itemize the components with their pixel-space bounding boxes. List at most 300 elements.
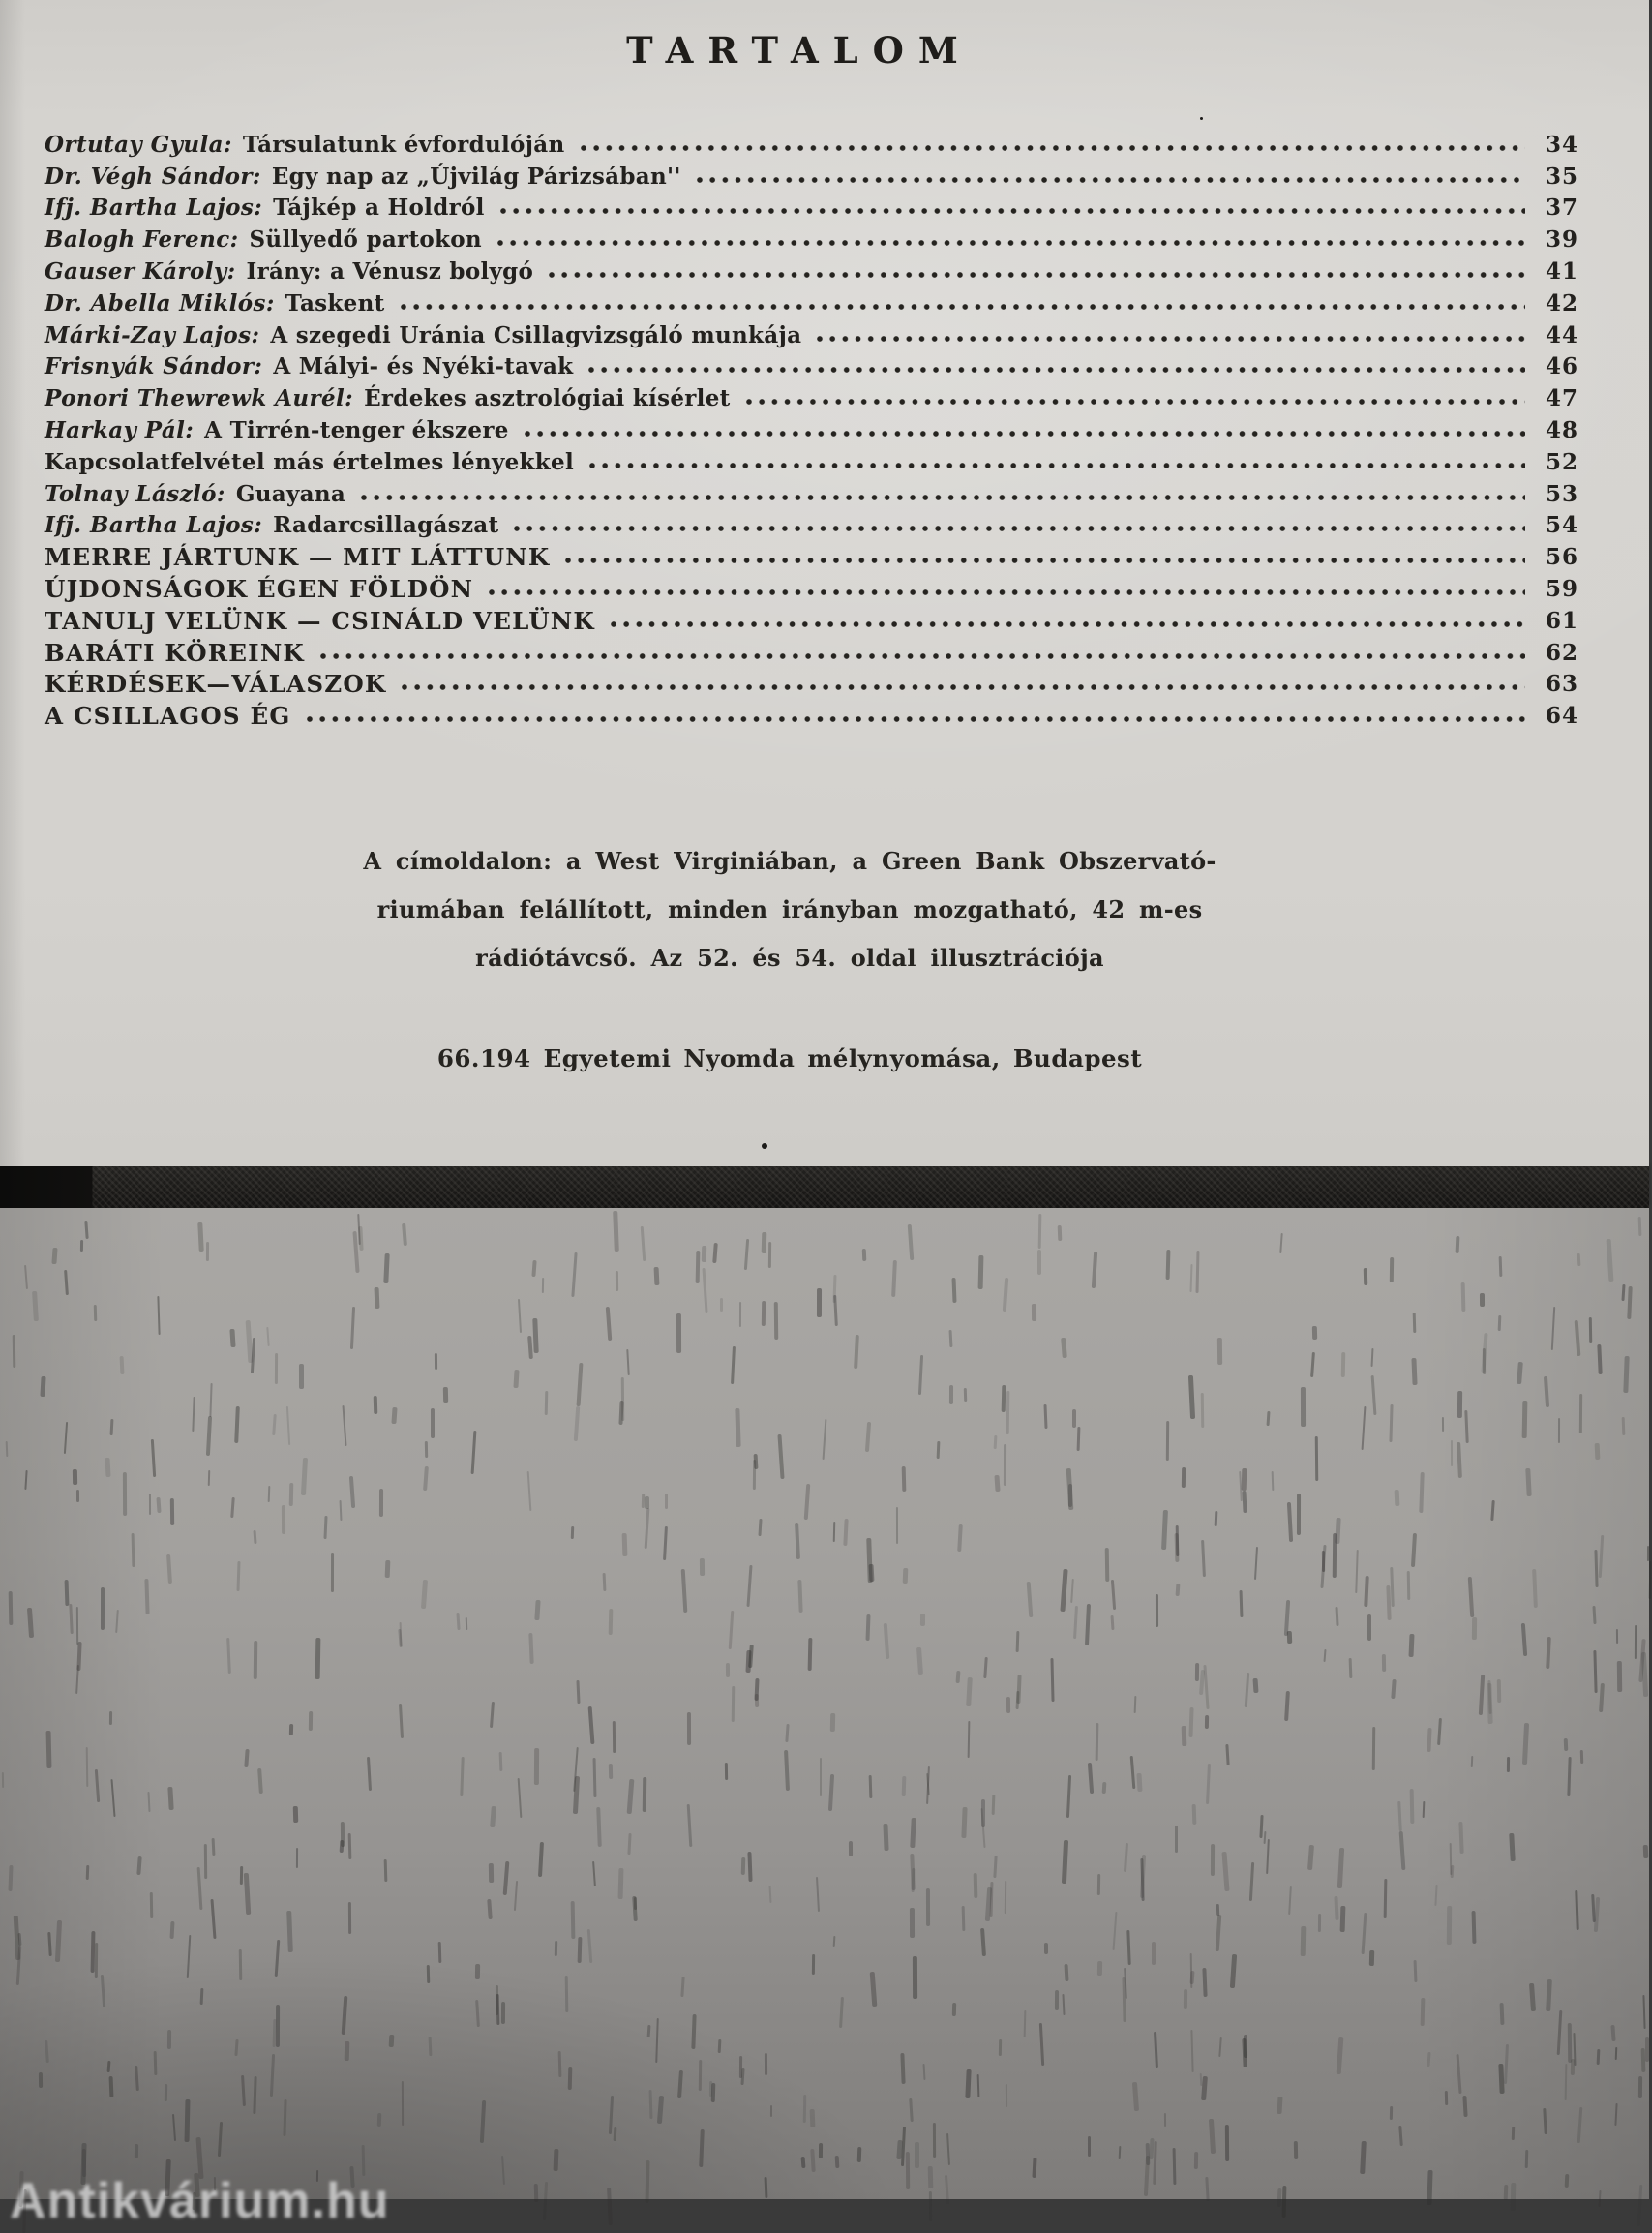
cloth-fiber-mark (437, 1942, 440, 1963)
cloth-fiber-mark (1491, 1499, 1496, 1521)
book-spine-edge (0, 1166, 1649, 1208)
toc-entry (45, 158, 1593, 190)
cloth-fiber-mark (758, 1519, 762, 1537)
cloth-fiber-mark (207, 1470, 210, 1486)
cloth-fiber-mark (1124, 1842, 1128, 1871)
cloth-fiber-mark (431, 1408, 435, 1438)
cloth-fiber-mark (1361, 1406, 1366, 1450)
cloth-fiber-mark (470, 1431, 476, 1474)
cloth-fiber-mark (1408, 1634, 1414, 1657)
cloth-fiber-mark (977, 1255, 983, 1289)
cloth-fiber-mark (732, 1686, 735, 1722)
cloth-fiber-mark (830, 1713, 835, 1732)
cloth-fiber-mark (1521, 1401, 1526, 1438)
cloth-fiber-mark (1006, 1697, 1010, 1713)
cloth-fiber-mark (1209, 2119, 1216, 2154)
cloth-fiber-mark (111, 1779, 116, 1817)
cloth-fiber-mark (945, 2175, 949, 2204)
cloth-fiber-mark (136, 1856, 141, 1876)
cloth-fiber-mark (1487, 1683, 1492, 1724)
cloth-fiber-mark (392, 1407, 398, 1424)
cloth-fiber-mark (1641, 1652, 1648, 1697)
cloth-fiber-mark (1088, 1762, 1094, 1793)
cloth-fiber-mark (531, 1260, 536, 1278)
cloth-fiber-mark (1525, 2150, 1528, 2168)
cloth-fiber-mark (1202, 1968, 1207, 1997)
page-title: TARTALOM (626, 29, 973, 72)
cloth-fiber-mark (1643, 1994, 1646, 2028)
cloth-fiber-mark (1468, 1577, 1475, 1617)
cloth-fiber-mark (349, 1476, 356, 1508)
cloth-fiber-mark (348, 1902, 351, 1934)
cloth-fiber-mark (1504, 2185, 1509, 2200)
cloth-fiber-mark (949, 1330, 953, 1348)
cloth-fiber-mark (627, 1833, 631, 1855)
cloth-fiber-mark (913, 1956, 917, 1999)
cloth-fiber-mark (607, 2188, 613, 2226)
cloth-fiber-mark (149, 1892, 153, 1918)
cloth-fiber-mark (621, 1532, 627, 1555)
cloth-fiber-mark (226, 1638, 230, 1674)
cloth-fiber-mark (1132, 2082, 1139, 2112)
cloth-fiber-mark (1310, 1352, 1315, 1377)
dotted-leader (320, 637, 1525, 666)
cloth-fiber-mark (293, 1806, 298, 1823)
cloth-fiber-mark (1614, 2103, 1617, 2126)
toc-entry (45, 697, 1593, 729)
cloth-fiber-mark (835, 2156, 839, 2168)
cloth-fiber-mark (1206, 1764, 1211, 1804)
cloth-fiber-mark (1127, 1930, 1131, 1965)
cloth-fiber-mark (1077, 1427, 1081, 1451)
cloth-fiber-mark (761, 1232, 766, 1253)
cloth-fiber-mark (167, 2029, 172, 2048)
cloth-fiber-mark (1307, 1845, 1314, 1870)
cloth-fiber-mark (966, 1676, 972, 1705)
cloth-fiber-mark (702, 1268, 707, 1313)
cloth-fiber-mark (1598, 2190, 1601, 2207)
cover-note (0, 837, 1614, 982)
cloth-fiber-mark (1215, 1511, 1217, 1526)
cloth-fiber-mark (95, 1769, 101, 1802)
cloth-fiber-mark (1360, 2141, 1366, 2174)
entry-title: A szegedi Uránia Csillagvizsgáló munkája (270, 321, 802, 348)
entry-page-number: 61 (1545, 607, 1578, 634)
cloth-fiber-mark (1165, 1249, 1170, 1279)
cloth-fiber-mark (571, 1252, 577, 1297)
toc-list (45, 126, 1593, 729)
cloth-fiber-mark (1568, 1757, 1572, 1796)
cloth-fiber-mark (501, 2002, 505, 2024)
cloth-fiber-mark (900, 2053, 905, 2084)
cloth-fiber-mark (309, 1711, 314, 1731)
cloth-fiber-mark (1195, 1251, 1199, 1293)
cloth-fiber-mark (460, 1757, 464, 1796)
cloth-fiber-mark (843, 1519, 849, 1546)
entry-title: Egy nap az „Újvilág Párizsában'' (271, 163, 681, 190)
cloth-fiber-mark (1092, 1252, 1097, 1288)
cloth-fiber-mark (1647, 1546, 1649, 1561)
cloth-fiber-mark (713, 1243, 718, 1263)
cloth-fiber-mark (379, 1489, 383, 1517)
cloth-fiber-mark (564, 1976, 568, 2012)
cloth-fiber-mark (1367, 1614, 1372, 1640)
cloth-fiber-mark (206, 1416, 212, 1456)
cloth-fiber-mark (869, 1972, 877, 2007)
cloth-fiber-mark (75, 1490, 78, 1502)
cloth-fiber-mark (1166, 1421, 1170, 1461)
entry-author: Tolnay László: (45, 480, 225, 507)
cloth-fiber-mark (1182, 1467, 1186, 1488)
cloth-fiber-mark (1032, 1304, 1036, 1321)
cloth-fiber-mark (1339, 1905, 1344, 1931)
cloth-fiber-mark (475, 2000, 480, 2027)
cloth-fiber-mark (1507, 1757, 1510, 1772)
cloth-fiber-mark (1301, 1926, 1306, 1956)
cloth-fiber-mark (1003, 1278, 1009, 1312)
cloth-fiber-mark (1057, 1225, 1062, 1241)
cloth-fiber-mark (573, 1406, 580, 1442)
cloth-fiber-mark (79, 1240, 82, 1252)
cloth-fiber-mark (373, 1396, 377, 1414)
cloth-fiber-mark (1243, 1491, 1247, 1513)
entry-title: A Mályi- és Nyéki-tavak (273, 353, 574, 380)
cloth-fiber-mark (330, 1552, 333, 1591)
cloth-fiber-mark (902, 1568, 907, 1584)
cloth-fiber-mark (1217, 1338, 1222, 1365)
cloth-fiber-mark (643, 1777, 646, 1812)
cloth-fiber-mark (1480, 1293, 1485, 1307)
cloth-fiber-mark (1183, 1989, 1186, 2009)
cloth-fiber-mark (962, 1906, 965, 1931)
cloth-fiber-mark (193, 1397, 196, 1432)
entry-title: Érdekes asztrológiai kísérlet (364, 385, 731, 412)
entry-author: Ponori Thewrewk Aurél: (45, 385, 354, 412)
entry-page-number: 59 (1545, 575, 1578, 602)
cloth-fiber-mark (234, 1406, 239, 1444)
cloth-fiber-mark (1497, 1679, 1501, 1703)
cloth-fiber-mark (1043, 1943, 1047, 1954)
cover-note-line: riumában felállított, minden irányban mozgatható, 42 m-es (376, 895, 1203, 924)
dotted-leader (581, 129, 1526, 158)
toc-entry (45, 602, 1593, 634)
cloth-fiber-mark (1062, 1840, 1068, 1884)
entry-page-number: 47 (1545, 385, 1578, 412)
cloth-fiber-mark (989, 1882, 993, 1917)
cloth-fiber-mark (977, 2074, 980, 2097)
paper-speck (1200, 117, 1203, 120)
entry-page-number: 46 (1545, 353, 1578, 380)
dotted-leader (611, 605, 1525, 634)
cloth-fiber-mark (784, 1750, 790, 1791)
cloth-fiber-mark (702, 1246, 706, 1262)
cloth-fiber-mark (1637, 2185, 1642, 2226)
cloth-fiber-mark (747, 1565, 753, 1607)
cloth-fiber-mark (1364, 1267, 1367, 1284)
cloth-fiber-mark (1287, 1631, 1292, 1644)
cloth-fiber-mark (609, 1764, 613, 1779)
cloth-fiber-mark (991, 1795, 995, 1815)
cloth-fiber-mark (64, 1270, 69, 1295)
cloth-fiber-mark (616, 1271, 618, 1291)
cloth-fiber-mark (1382, 1654, 1386, 1672)
entry-title: Kapcsolatfelvétel más értelmes lényekkel (45, 448, 574, 475)
toc-entry (45, 411, 1593, 443)
cloth-fiber-mark (576, 1680, 580, 1704)
cloth-fiber-mark (1043, 1404, 1047, 1429)
cloth-fiber-mark (901, 1776, 905, 1796)
cloth-fiber-mark (1315, 1436, 1318, 1481)
entry-page-number: 34 (1545, 131, 1578, 158)
dotted-leader (500, 192, 1525, 221)
cloth-fiber-mark (1370, 1375, 1376, 1415)
cloth-fiber-mark (1085, 1603, 1091, 1645)
cloth-fiber-mark (1645, 2037, 1649, 2062)
cloth-fiber-mark (82, 2149, 86, 2177)
cloth-fiber-mark (528, 1633, 533, 1664)
cloth-fiber-mark (1145, 2142, 1150, 2164)
cloth-fiber-mark (1152, 1942, 1155, 1965)
cloth-fiber-mark (513, 1881, 517, 1911)
cloth-fiber-mark (801, 2157, 806, 2168)
cloth-fiber-mark (534, 2183, 539, 2201)
cloth-fiber-mark (527, 1470, 532, 1510)
cloth-fiber-mark (896, 1507, 898, 1544)
cloth-fiber-mark (18, 1933, 22, 1946)
cloth-fiber-mark (480, 2100, 486, 2144)
cloth-fiber-mark (1037, 1214, 1041, 1249)
toc-entry (45, 285, 1593, 317)
cloth-fiber-mark (857, 2147, 862, 2163)
cloth-fiber-mark (606, 1307, 612, 1341)
cloth-fiber-mark (1324, 1649, 1327, 1662)
cloth-fiber-mark (725, 1763, 729, 1780)
cloth-fiber-mark (496, 1994, 499, 2025)
cloth-fiber-mark (686, 1804, 692, 1847)
cloth-fiber-mark (774, 1302, 778, 1340)
cloth-fiber-mark (1174, 1533, 1179, 1562)
cloth-fiber-mark (567, 2067, 572, 2089)
cloth-fiber-mark (275, 1940, 281, 1977)
cloth-fiber-mark (1588, 1317, 1591, 1343)
cloth-fiber-mark (765, 2053, 767, 2075)
entry-author: Frisnyák Sándor: (45, 353, 263, 380)
cloth-fiber-mark (828, 1774, 834, 1811)
cloth-fiber-mark (1061, 1569, 1068, 1613)
cloth-fiber-mark (532, 1318, 538, 1353)
cloth-fiber-mark (518, 1298, 522, 1332)
cloth-fiber-mark (1039, 2023, 1044, 2066)
cloth-fiber-mark (1205, 1715, 1210, 1729)
cloth-fiber-mark (1390, 2106, 1393, 2120)
cloth-fiber-mark (627, 1349, 631, 1375)
cloth-fiber-mark (1499, 2002, 1504, 2025)
cloth-fiber-mark (1221, 1852, 1229, 1891)
cloth-fiber-mark (961, 1807, 967, 1838)
cloth-fiber-mark (785, 1724, 789, 1742)
cloth-fiber-mark (268, 1486, 271, 1502)
cloth-fiber-mark (109, 1711, 112, 1725)
cloth-fiber-mark (119, 1355, 123, 1373)
cloth-fiber-mark (617, 1868, 623, 1899)
cloth-fiber-mark (994, 1434, 998, 1448)
toc-entry (45, 126, 1593, 158)
entry-page-number: 41 (1545, 257, 1578, 285)
cloth-fiber-mark (554, 1941, 556, 1956)
toc-entry (45, 538, 1593, 570)
cloth-fiber-mark (1321, 1551, 1324, 1572)
cloth-fiber-mark (641, 1225, 646, 1260)
cloth-fiber-mark (538, 1842, 544, 1877)
cloth-fiber-mark (135, 2066, 139, 2091)
cloth-fiber-mark (699, 2060, 702, 2091)
cloth-fiber-mark (741, 1857, 746, 1875)
cloth-fiber-mark (90, 1930, 95, 1972)
cloth-fiber-mark (374, 1287, 379, 1309)
cloth-fiber-mark (348, 1833, 352, 1859)
cloth-fiber-mark (1349, 1657, 1353, 1677)
cloth-fiber-mark (1072, 1409, 1076, 1428)
cloth-fiber-mark (1446, 1906, 1451, 1945)
cloth-fiber-mark (1627, 1285, 1632, 1318)
cloth-fiber-mark (276, 2005, 280, 2047)
dotted-leader (402, 668, 1525, 697)
cloth-fiber-mark (1243, 2035, 1247, 2058)
entry-title: Süllyedő partokon (249, 226, 482, 254)
cloth-fiber-mark (1118, 2146, 1121, 2159)
cloth-fiber-mark (122, 1472, 126, 1516)
cloth-fiber-mark (1096, 1874, 1100, 1895)
toc-entry (45, 443, 1593, 475)
cloth-fiber-mark (700, 1558, 705, 1576)
dotted-leader (589, 446, 1525, 475)
cloth-fiber-mark (243, 1873, 250, 1915)
cloth-fiber-mark (230, 1329, 236, 1347)
cloth-fiber-mark (812, 1954, 815, 1975)
cloth-fiber-mark (1225, 1744, 1229, 1765)
entry-title: TANULJ VELÜNK — CSINÁLD VELÜNK (45, 606, 595, 635)
cloth-fiber-mark (84, 1221, 88, 1239)
cloth-fiber-mark (1063, 1994, 1066, 2015)
cloth-fiber-mark (1616, 1629, 1618, 1644)
cloth-fiber-mark (1088, 2135, 1091, 2156)
cloth-fiber-mark (1216, 1904, 1219, 1916)
cloth-fiber-mark (946, 2133, 950, 2165)
cloth-fiber-mark (1412, 1358, 1418, 1385)
cloth-fiber-mark (819, 2143, 823, 2158)
cloth-fiber-mark (1356, 1550, 1359, 1593)
entry-page-number: 48 (1545, 416, 1578, 443)
cloth-fiber-mark (613, 1720, 616, 1752)
cloth-fiber-mark (804, 1484, 810, 1520)
cloth-fiber-mark (1105, 1547, 1110, 1581)
cloth-fiber-mark (1003, 1444, 1006, 1486)
cloth-fiber-mark (765, 2177, 768, 2198)
cloth-fiber-mark (1016, 1631, 1020, 1652)
toc-entry (45, 475, 1593, 507)
dotted-leader (817, 319, 1525, 348)
cloth-fiber-mark (1623, 1356, 1629, 1394)
cloth-fiber-mark (1266, 1839, 1270, 1874)
cloth-fiber-mark (927, 2166, 933, 2188)
cloth-fiber-mark (1517, 1362, 1523, 1384)
cloth-fiber-mark (1594, 1897, 1600, 1932)
cloth-fiber-mark (680, 1977, 684, 1997)
cloth-fiber-mark (588, 1706, 595, 1744)
cloth-fiber-mark (983, 1657, 987, 1678)
cloth-fiber-mark (421, 1580, 428, 1609)
cloth-fiber-mark (1215, 1915, 1220, 1951)
cloth-fiber-mark (822, 1419, 826, 1460)
cloth-fiber-mark (1224, 2125, 1228, 2161)
cloth-fiber-mark (388, 2035, 393, 2047)
cloth-fiber-mark (425, 1441, 428, 1458)
entry-author: Ifj. Bartha Lajos: (45, 195, 263, 222)
cloth-fiber-mark (578, 1937, 582, 1963)
cloth-fiber-mark (145, 1578, 150, 1614)
cloth-fiber-mark (235, 2039, 239, 2056)
cloth-fiber-mark (741, 2068, 745, 2085)
cloth-fiber-mark (9, 1864, 14, 1890)
cloth-fiber-mark (76, 1607, 79, 1645)
entry-author: Balogh Ferenc: (45, 226, 239, 254)
toc-entry (45, 634, 1593, 666)
cloth-fiber-mark (1111, 1615, 1115, 1630)
cloth-fiber-mark (1096, 1723, 1099, 1761)
cloth-fiber-mark (908, 1224, 914, 1261)
cloth-fiber-mark (926, 1888, 930, 1926)
cloth-fiber-mark (762, 1301, 766, 1326)
cloth-fiber-mark (1364, 1576, 1368, 1607)
cloth-fiber-mark (770, 2105, 772, 2117)
cloth-fiber-mark (891, 1260, 896, 1298)
entry-page-number: 39 (1545, 226, 1578, 254)
cloth-fiber-mark (1205, 2177, 1210, 2201)
cloth-fiber-mark (810, 2109, 815, 2127)
cloth-fiber-mark (230, 1497, 234, 1518)
cloth-fiber-mark (149, 1494, 151, 1515)
cloth-fiber-mark (258, 1768, 264, 1795)
cloth-fiber-mark (1575, 1320, 1581, 1356)
cloth-fiber-mark (275, 1353, 278, 1384)
entry-title: Guayana (235, 480, 346, 507)
cloth-fiber-mark (1341, 1351, 1345, 1376)
dotted-leader (746, 382, 1525, 411)
cloth-fiber-mark (105, 1458, 110, 1477)
cloth-fiber-mark (1450, 1440, 1452, 1466)
cloth-fiber-mark (949, 1385, 953, 1404)
dotted-leader (361, 478, 1525, 507)
cloth-fiber-mark (85, 1865, 89, 1880)
cloth-fiber-mark (1427, 1727, 1432, 1751)
cloth-fiber-mark (1621, 1417, 1624, 1435)
cloth-fiber-mark (1172, 2148, 1175, 2185)
cloth-fiber-mark (65, 1580, 70, 1606)
cloth-fiber-mark (648, 2090, 652, 2119)
cloth-fiber-mark (553, 2149, 557, 2171)
cloth-fiber-mark (1369, 1950, 1374, 1966)
cloth-fiber-mark (955, 1671, 960, 1683)
cloth-fiber-mark (676, 1313, 681, 1352)
dotted-leader (401, 287, 1525, 317)
cloth-fiber-mark (906, 2151, 911, 2188)
cloth-fiber-mark (543, 2181, 548, 2220)
cloth-fiber-mark (32, 1291, 39, 1322)
cloth-fiber-mark (1638, 1217, 1641, 1236)
cloth-fiber-mark (1176, 1584, 1181, 1596)
toc-entry (45, 379, 1593, 411)
cloth-fiber-mark (383, 1859, 386, 1882)
